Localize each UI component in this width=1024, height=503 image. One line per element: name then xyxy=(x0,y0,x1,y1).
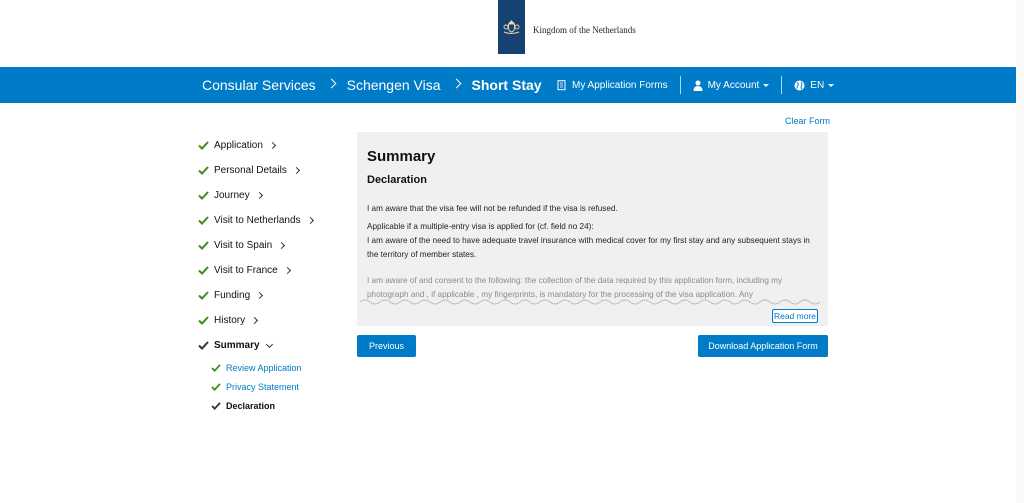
step-summary[interactable] xyxy=(198,333,348,358)
check-icon xyxy=(211,383,222,391)
language-selector[interactable] xyxy=(794,80,834,91)
chevron-right-icon xyxy=(306,217,313,224)
step-funding[interactable] xyxy=(198,283,348,308)
page-title: Summary xyxy=(367,148,436,165)
check-icon xyxy=(198,316,210,325)
breadcrumb-schengen-visa[interactable]: Schengen Visa xyxy=(346,77,441,93)
chevron-right-icon xyxy=(293,167,300,174)
document-icon xyxy=(557,80,567,91)
chevron-right-icon xyxy=(328,67,336,103)
kingdom-logo xyxy=(498,0,525,54)
chevron-right-icon xyxy=(269,142,276,149)
step-label: Summary xyxy=(214,340,260,351)
page-scrollbar[interactable] xyxy=(1016,0,1024,503)
step-visit-to-france[interactable] xyxy=(198,258,348,283)
previous-button[interactable]: Previous xyxy=(357,335,416,357)
caret-down-icon xyxy=(763,84,769,87)
check-icon xyxy=(198,266,210,275)
torn-edge-divider xyxy=(360,298,822,306)
clear-form-link[interactable]: Clear Form xyxy=(785,116,831,126)
step-history[interactable] xyxy=(198,308,348,333)
declaration-paragraph: I am aware of and consent to the following: the collection of the data required by this application form, including my photograph and , if applicable , my fingerprints, is mandatory for the processing of the visa application. Any xyxy=(367,276,783,299)
declaration-line: Applicable if a multiple-entry visa is applied for (cf. field no 24): xyxy=(367,222,594,231)
step-label: Visit to Netherlands xyxy=(214,215,301,226)
read-more-button[interactable]: Read more xyxy=(773,311,817,321)
step-label: Visit to France xyxy=(214,265,278,276)
declaration-text xyxy=(367,202,822,262)
check-icon xyxy=(198,341,210,350)
section-title: Declaration xyxy=(367,174,427,186)
chevron-right-icon xyxy=(256,292,263,299)
chevron-down-icon xyxy=(266,340,273,347)
summary-panel xyxy=(357,132,828,326)
breadcrumb-short-stay: Short Stay xyxy=(471,77,542,93)
declaration-paragraph xyxy=(367,220,822,262)
check-icon xyxy=(198,166,210,175)
check-icon xyxy=(198,291,210,300)
step-visit-to-spain[interactable] xyxy=(198,233,348,258)
caret-down-icon xyxy=(828,84,834,87)
chevron-right-icon xyxy=(251,317,258,324)
step-journey[interactable] xyxy=(198,183,348,208)
brand-name: Kingdom of the Netherlands xyxy=(533,25,636,35)
my-account-menu[interactable] xyxy=(693,80,770,91)
substep-label: Privacy Statement xyxy=(226,381,300,392)
chevron-right-icon xyxy=(256,192,263,199)
substep-label: Review Application xyxy=(226,362,302,373)
check-icon xyxy=(198,141,210,150)
my-application-forms-link[interactable] xyxy=(557,80,668,91)
substep-review-application[interactable] xyxy=(198,358,348,377)
chevron-right-icon xyxy=(284,267,291,274)
my-application-forms-label: My Application Forms xyxy=(572,79,668,91)
substep-declaration xyxy=(198,396,348,415)
declaration-paragraph: I am aware that the visa fee will not be refunded if the visa is refused. xyxy=(367,204,618,213)
download-application-form-button[interactable]: Download Application Form xyxy=(698,335,828,357)
check-icon xyxy=(198,191,210,200)
check-icon xyxy=(198,216,210,225)
language-label: EN xyxy=(810,79,825,91)
top-nav-bar xyxy=(0,67,1024,103)
step-label: Personal Details xyxy=(214,165,287,176)
step-application[interactable] xyxy=(198,133,348,158)
globe-icon xyxy=(794,80,805,91)
chevron-right-icon xyxy=(453,67,461,103)
check-icon xyxy=(211,364,222,372)
step-visit-to-netherlands[interactable] xyxy=(198,208,348,233)
my-account-label: My Account xyxy=(707,79,760,91)
breadcrumb xyxy=(202,67,542,103)
breadcrumb-consular-services[interactable]: Consular Services xyxy=(202,77,316,93)
step-label: History xyxy=(214,315,246,326)
user-icon xyxy=(693,80,703,91)
nav-divider xyxy=(781,76,782,94)
step-label: Visit to Spain xyxy=(214,240,273,251)
check-icon xyxy=(211,402,222,410)
step-label: Journey xyxy=(214,190,250,201)
step-personal-details[interactable] xyxy=(198,158,348,183)
step-label: Funding xyxy=(214,290,251,301)
step-label: Application xyxy=(214,140,263,151)
declaration-line: I am aware of the need to have adequate travel insurance with medical cover for my first stay and any subsequent stays in the territory of member states. xyxy=(367,236,810,259)
check-icon xyxy=(198,241,210,250)
substep-label: Declaration xyxy=(226,400,276,411)
chevron-right-icon xyxy=(278,242,285,249)
coat-of-arms-icon xyxy=(502,19,521,35)
substep-privacy-statement[interactable] xyxy=(198,377,348,396)
step-sidebar xyxy=(198,133,348,415)
nav-divider xyxy=(680,76,681,94)
